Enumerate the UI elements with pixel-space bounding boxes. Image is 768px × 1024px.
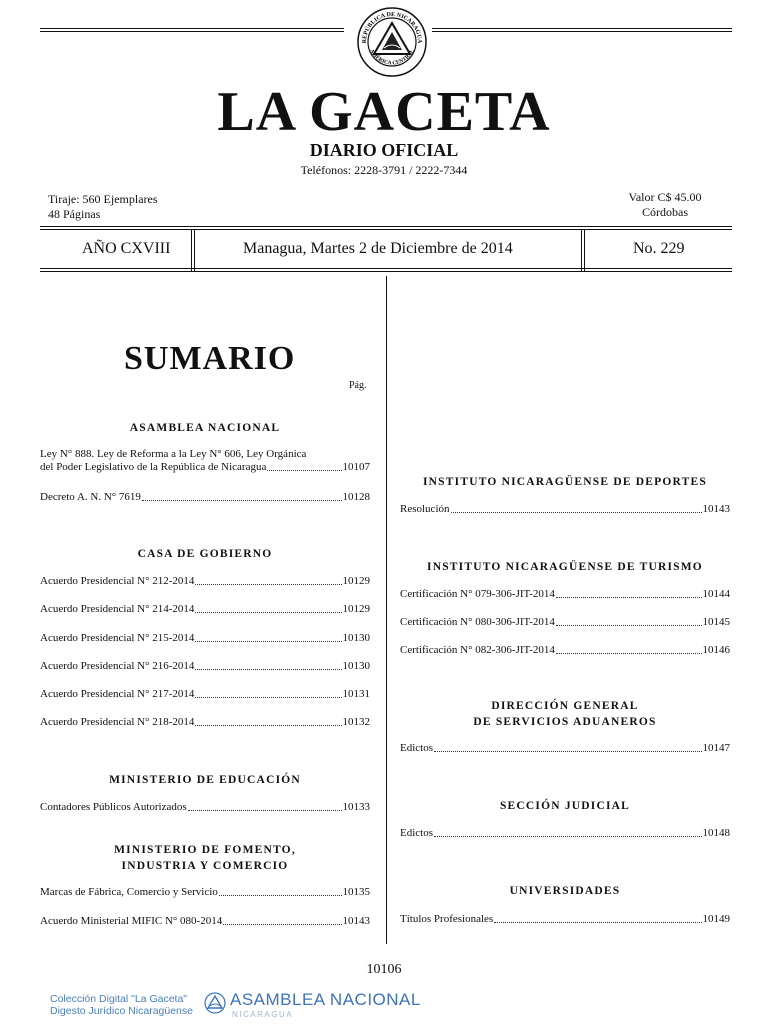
- section-heading-text: ASAMBLEA NACIONAL: [129, 422, 281, 434]
- leader-dots: [556, 653, 702, 654]
- toc-entry-label: Certificación N° 080-306-JIT-2014: [400, 616, 555, 628]
- band-divider: [581, 229, 582, 271]
- section-heading-text: DIRECCIÓN GENERAL: [491, 700, 639, 712]
- toc-entry-page: 10133: [342, 801, 370, 813]
- toc-entry-page: 10147: [702, 742, 730, 754]
- leader-dots: [451, 512, 702, 513]
- sumario-title: SUMARIO: [124, 340, 296, 377]
- top-rule-left-2: [40, 31, 344, 32]
- price-currency: Córdobas: [642, 205, 688, 219]
- section-heading: [400, 474, 730, 490]
- toc-entry-page: 10132: [342, 716, 370, 728]
- toc-entry[interactable]: [40, 461, 370, 474]
- toc-entry-page: 10130: [342, 660, 370, 672]
- section-heading: [40, 546, 370, 562]
- phone-numbers: Teléfonos: 2228-3791 / 2222-7344: [300, 163, 468, 177]
- leader-dots: [195, 641, 341, 642]
- leader-dots: [142, 500, 342, 501]
- band-divider-2: [584, 229, 585, 271]
- section-heading: [400, 698, 730, 730]
- national-seal-icon: [356, 6, 428, 78]
- toc-entry-label: Acuerdo Presidencial N° 212-2014: [40, 575, 195, 587]
- leader-dots: [195, 669, 341, 670]
- toc-entry-page: 10131: [342, 688, 370, 700]
- toc-entry-label: Marcas de Fábrica, Comercio y Servicio: [40, 886, 218, 898]
- svg-text:REPÚBLICA DE NICARAGUA: REPÚBLICA DE NICARAGUA: [361, 11, 423, 44]
- toc-entry-label: Acuerdo Presidencial N° 216-2014: [40, 660, 195, 672]
- collection-line-1: Colección Digital "La Gaceta": [50, 993, 188, 1005]
- page-number: 10106: [366, 962, 402, 977]
- section-heading: [40, 842, 370, 874]
- section-heading-text: SECCIÓN JUDICIAL: [499, 800, 631, 812]
- toc-entry-label: Edictos: [400, 742, 433, 754]
- leader-dots: [195, 584, 341, 585]
- leader-dots: [195, 697, 341, 698]
- section-heading-text: DE SERVICIOS ADUANEROS: [473, 716, 657, 728]
- toc-entry[interactable]: [400, 827, 730, 840]
- toc-entry-label: Acuerdo Ministerial MIFIC N° 080-2014: [40, 915, 223, 927]
- toc-entry-page: 10130: [342, 632, 370, 644]
- band-bottom-rule: [40, 268, 732, 269]
- toc-entry[interactable]: [40, 886, 370, 899]
- toc-entry[interactable]: [40, 915, 370, 928]
- toc-entry[interactable]: [400, 913, 730, 926]
- toc-entry-label: Títulos Profesionales: [400, 913, 494, 925]
- section-heading-text: MINISTERIO DE EDUCACIÓN: [109, 774, 301, 786]
- issue-number: No. 229: [633, 240, 685, 257]
- toc-entry-label: Certificación N° 079-306-JIT-2014: [400, 588, 555, 600]
- section-heading-text: INSTITUTO NICARAGÜENSE DE DEPORTES: [423, 476, 707, 488]
- band-top-rule: [40, 226, 732, 227]
- price-value: Valor C$ 45.00: [628, 190, 702, 204]
- toc-entry[interactable]: [400, 742, 730, 755]
- toc-entry-page: 10149: [702, 913, 730, 925]
- section-heading-text: UNIVERSIDADES: [509, 885, 621, 897]
- toc-entry-label: Acuerdo Presidencial N° 214-2014: [40, 603, 195, 615]
- leader-dots: [434, 836, 702, 837]
- toc-entry[interactable]: [400, 588, 730, 601]
- leader-dots: [494, 922, 701, 923]
- toc-entry-page: 10143: [702, 503, 730, 515]
- toc-entry[interactable]: [40, 660, 370, 673]
- toc-entry-label: Certificación N° 082-306-JIT-2014: [400, 644, 555, 656]
- toc-entry[interactable]: [40, 801, 370, 814]
- assembly-logo-icon: [204, 992, 226, 1014]
- toc-entry[interactable]: [40, 716, 370, 729]
- toc-entry-label: Acuerdo Presidencial N° 217-2014: [40, 688, 195, 700]
- top-rule-right: [432, 28, 732, 29]
- leader-dots: [219, 895, 342, 896]
- toc-entry-line: Ley N° 888. Ley de Reforma a la Ley N° 606, Ley Orgánica: [40, 448, 307, 460]
- toc-entry-label: Acuerdo Presidencial N° 218-2014: [40, 716, 195, 728]
- leader-dots: [556, 625, 702, 626]
- toc-entry-page: 10135: [342, 886, 370, 898]
- page-count: 48 Páginas: [48, 207, 101, 221]
- section-heading: [400, 559, 730, 575]
- toc-entry-page: 10128: [342, 491, 370, 503]
- newspaper-subtitle: DIARIO OFICIAL: [309, 140, 459, 160]
- section-heading-text: CASA DE GOBIERNO: [137, 548, 273, 560]
- toc-entry[interactable]: [40, 491, 370, 504]
- leader-dots: [434, 751, 702, 752]
- section-heading: [400, 798, 730, 814]
- assembly-brand-sub: NICARAGUA: [232, 1010, 294, 1019]
- toc-entry-page: 10148: [702, 827, 730, 839]
- column-divider: [386, 276, 387, 944]
- toc-entry[interactable]: [400, 644, 730, 657]
- section-heading: [400, 883, 730, 899]
- page-column-label: Pág.: [349, 380, 367, 391]
- toc-entry-page: 10143: [342, 915, 370, 927]
- leader-dots: [188, 810, 342, 811]
- svg-text:AMÉRICA CENTRAL: AMÉRICA CENTRAL: [368, 48, 416, 67]
- toc-entry[interactable]: [40, 575, 370, 588]
- toc-entry[interactable]: [400, 616, 730, 629]
- top-rule-right-2: [432, 31, 732, 32]
- toc-entry-page: 10129: [342, 575, 370, 587]
- issue-date: Managua, Martes 2 de Diciembre de 2014: [243, 240, 513, 257]
- leader-dots: [267, 470, 341, 471]
- toc-entry-page: 10145: [702, 616, 730, 628]
- toc-entry-page: 10146: [702, 644, 730, 656]
- section-heading-text: INSTITUTO NICARAGÜENSE DE TURISMO: [427, 561, 703, 573]
- collection-credit: [50, 993, 193, 1017]
- section-heading-text: MINISTERIO DE FOMENTO,: [114, 844, 296, 856]
- assembly-brand: ASAMBLEA NACIONAL: [230, 990, 421, 1009]
- top-rule-left: [40, 28, 344, 29]
- toc-entry-page: 10129: [342, 603, 370, 615]
- price-info: [600, 190, 730, 220]
- print-run: Tiraje: 560 Ejemplares: [48, 192, 158, 206]
- leader-dots: [556, 597, 702, 598]
- toc-entry[interactable]: [40, 688, 370, 701]
- section-heading: [40, 772, 370, 788]
- collection-line-2: Digesto Jurídico Nicaragüense: [50, 1005, 193, 1017]
- band-top-rule-2: [40, 229, 732, 230]
- print-info: [48, 192, 158, 222]
- toc-entry-label: del Poder Legislativo de la República de Nicaragua: [40, 461, 267, 473]
- toc-entry-label: Acuerdo Presidencial N° 215-2014: [40, 632, 195, 644]
- newspaper-title: LA GACETA: [217, 81, 551, 143]
- toc-entry-page: 10144: [702, 588, 730, 600]
- band-divider-2: [194, 229, 195, 271]
- toc-entry-page: 10107: [342, 461, 370, 473]
- section-heading-text: INDUSTRIA Y COMERCIO: [121, 860, 289, 872]
- leader-dots: [195, 612, 341, 613]
- toc-entry-label: Contadores Públicos Autorizados: [40, 801, 187, 813]
- toc-entry[interactable]: [400, 503, 730, 516]
- toc-entry[interactable]: [40, 632, 370, 645]
- leader-dots: [223, 924, 341, 925]
- section-heading: [40, 420, 370, 436]
- toc-entry-label: Decreto A. N. N° 7619: [40, 491, 141, 503]
- toc-entry-label: Resolución: [400, 503, 450, 515]
- toc-entry-label: Edictos: [400, 827, 433, 839]
- year-label: AÑO CXVIII: [82, 240, 171, 257]
- leader-dots: [195, 725, 341, 726]
- toc-entry[interactable]: [40, 603, 370, 616]
- band-divider: [191, 229, 192, 271]
- band-bottom-rule-2: [40, 271, 732, 272]
